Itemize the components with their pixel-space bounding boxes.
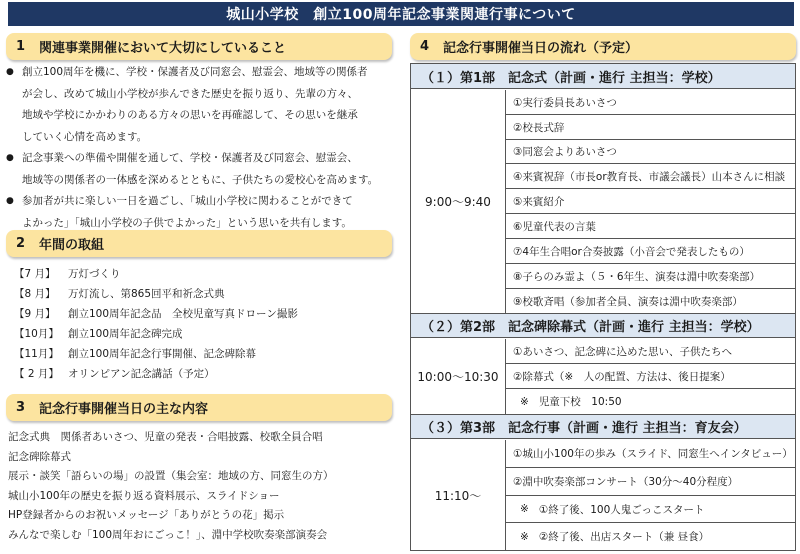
section-2-header bbox=[6, 230, 392, 257]
schedule-item: ②淵中吹奏楽部コンサート（30分～40分程度） bbox=[506, 468, 795, 496]
section-4-header bbox=[410, 33, 796, 60]
part-1-time: 9:00～9:40 bbox=[425, 195, 491, 209]
section-1-title: 関連事業開催において大切にしていること bbox=[39, 41, 287, 56]
bullet-item: ● 記念事業への準備や開催を通して、学校・保護者及び同窓会、慰霊会、 地域等の関係者の一体感を深めるとともに、子供たちの愛校心を高めます。 bbox=[6, 148, 396, 191]
section-1-number: 1 bbox=[16, 39, 26, 54]
page-title: 城山小学校 創立100周年記念事業関連行事について bbox=[8, 2, 794, 26]
section-1-header bbox=[6, 33, 392, 60]
bullet-item: ● 参加者が共に楽しい一日を過ごし、「城山小学校に関わることができて よかった」「城山小学校の子供でよかった」という思いを共有します。 bbox=[6, 191, 396, 234]
list-item: 城山小100年の歴史を振り返る資料展示、スライドショー bbox=[8, 489, 280, 502]
section-3-number: 3 bbox=[16, 400, 26, 415]
part-2-time: 10:00～10:30 bbox=[417, 370, 499, 384]
section-3-title: 記念行事開催当日の主な内容 bbox=[39, 402, 209, 417]
part-1-header: （１）第1部 記念式（計画・進行 主担当：学校） bbox=[411, 64, 795, 89]
schedule-note: ※ ②終了後、出店スタート（兼 昼食） bbox=[520, 530, 710, 543]
schedule-item: ②除幕式（※ 人の配置、方法は、後日提案） bbox=[506, 364, 795, 389]
schedule-item: ①実行委員長あいさつ bbox=[506, 90, 795, 115]
list-item: 展示・談笑「語らいの場」の設置（集会室：地域の方、同窓生の方） bbox=[8, 470, 334, 483]
schedule-item: ⑧子らのみ霊よ（５・6年生、演奏は淵中吹奏楽部） bbox=[506, 264, 795, 289]
part-2-header: （２）第2部 記念碑除幕式（計画・進行 主担当：学校） bbox=[411, 313, 795, 338]
bullet-item: ● 創立100周年を機に、学校・保護者及び同窓会、慰霊会、地域等の関係者 が会し、改めて城山小学校が歩んできた歴史を振り返り、先輩の方々、 地域や学校にかかわりのある方々の思いを再確認して、その思いを継承 していく心情を高めます。 bbox=[6, 62, 396, 148]
part-3-header: （３）第3部 記念行事（計画・進行 主担当：育友会） bbox=[411, 414, 795, 439]
schedule-item: ⑨校歌斉唱（参加者全員、演奏は淵中吹奏楽部） bbox=[513, 295, 743, 308]
list-item: HP登録者からのお祝いメッセージ「ありがとうの花」掲示 bbox=[8, 509, 285, 522]
bullet-icon: ● bbox=[6, 67, 14, 77]
schedule-item: ③同窓会よりあいさつ bbox=[506, 140, 795, 164]
schedule-item: ①あいさつ、記念碑に込めた思い、子供たちへ bbox=[506, 339, 795, 364]
list-item: 【9 月】 創立100周年記念品 全校児童写真ドローン撮影 bbox=[14, 308, 298, 320]
section-4-title: 記念行事開催当日の流れ（予定） bbox=[443, 41, 639, 56]
list-item: 【8 月】 万灯流し、第865回平和祈念式典 bbox=[14, 288, 225, 300]
list-item: 【 2 月】 オリンピアン記念講話（予定） bbox=[14, 368, 215, 380]
section-2-number: 2 bbox=[16, 236, 26, 251]
event-contents-list bbox=[8, 428, 398, 546]
bullet-icon: ● bbox=[6, 153, 14, 163]
part-3-time: 11:10～ bbox=[434, 488, 482, 503]
schedule-item: ①城山小100年の歩み（スライド、同窓生へインタビュー） bbox=[506, 440, 795, 468]
list-item: 記念碑除幕式 bbox=[8, 450, 71, 463]
schedule-item: ②校長式辞 bbox=[506, 115, 795, 140]
schedule-note: ※ 児童下校 10:50 bbox=[520, 395, 622, 408]
section-1-bullets bbox=[6, 62, 396, 234]
schedule-note: ※ ①終了後、100人鬼ごっこスタート bbox=[506, 496, 795, 523]
list-item: 【11月】 創立100周年記念行事開催、記念碑除幕 bbox=[14, 348, 257, 360]
schedule-item: ⑦4年生合唱or合奏披露（小音会で発表したもの） bbox=[506, 239, 795, 264]
list-item: 【7 月】 万灯づくり bbox=[14, 268, 121, 280]
schedule-item: ⑥児童代表の言葉 bbox=[506, 214, 795, 239]
list-item: 記念式典 関係者あいさつ、児童の発表・合唱披露、校歌全員合唱 bbox=[8, 431, 323, 443]
schedule-item: ④来賓祝辞（市長or教育長、市議会議長）山本さんに相談 bbox=[506, 164, 795, 189]
list-item: みんなで楽しむ「100周年おにごっこ！」、淵中学校吹奏楽部演奏会 bbox=[8, 528, 328, 541]
yearly-activities-list bbox=[14, 264, 394, 384]
section-3-header bbox=[6, 394, 392, 421]
list-item: 【10月】 創立100周年記念碑完成 bbox=[14, 328, 183, 340]
bullet-icon: ● bbox=[6, 196, 14, 206]
schedule-item: ⑤来賓紹介 bbox=[506, 189, 795, 214]
schedule-table bbox=[410, 63, 796, 551]
section-4-number: 4 bbox=[420, 39, 430, 54]
section-2-title: 年間の取組 bbox=[39, 238, 105, 253]
